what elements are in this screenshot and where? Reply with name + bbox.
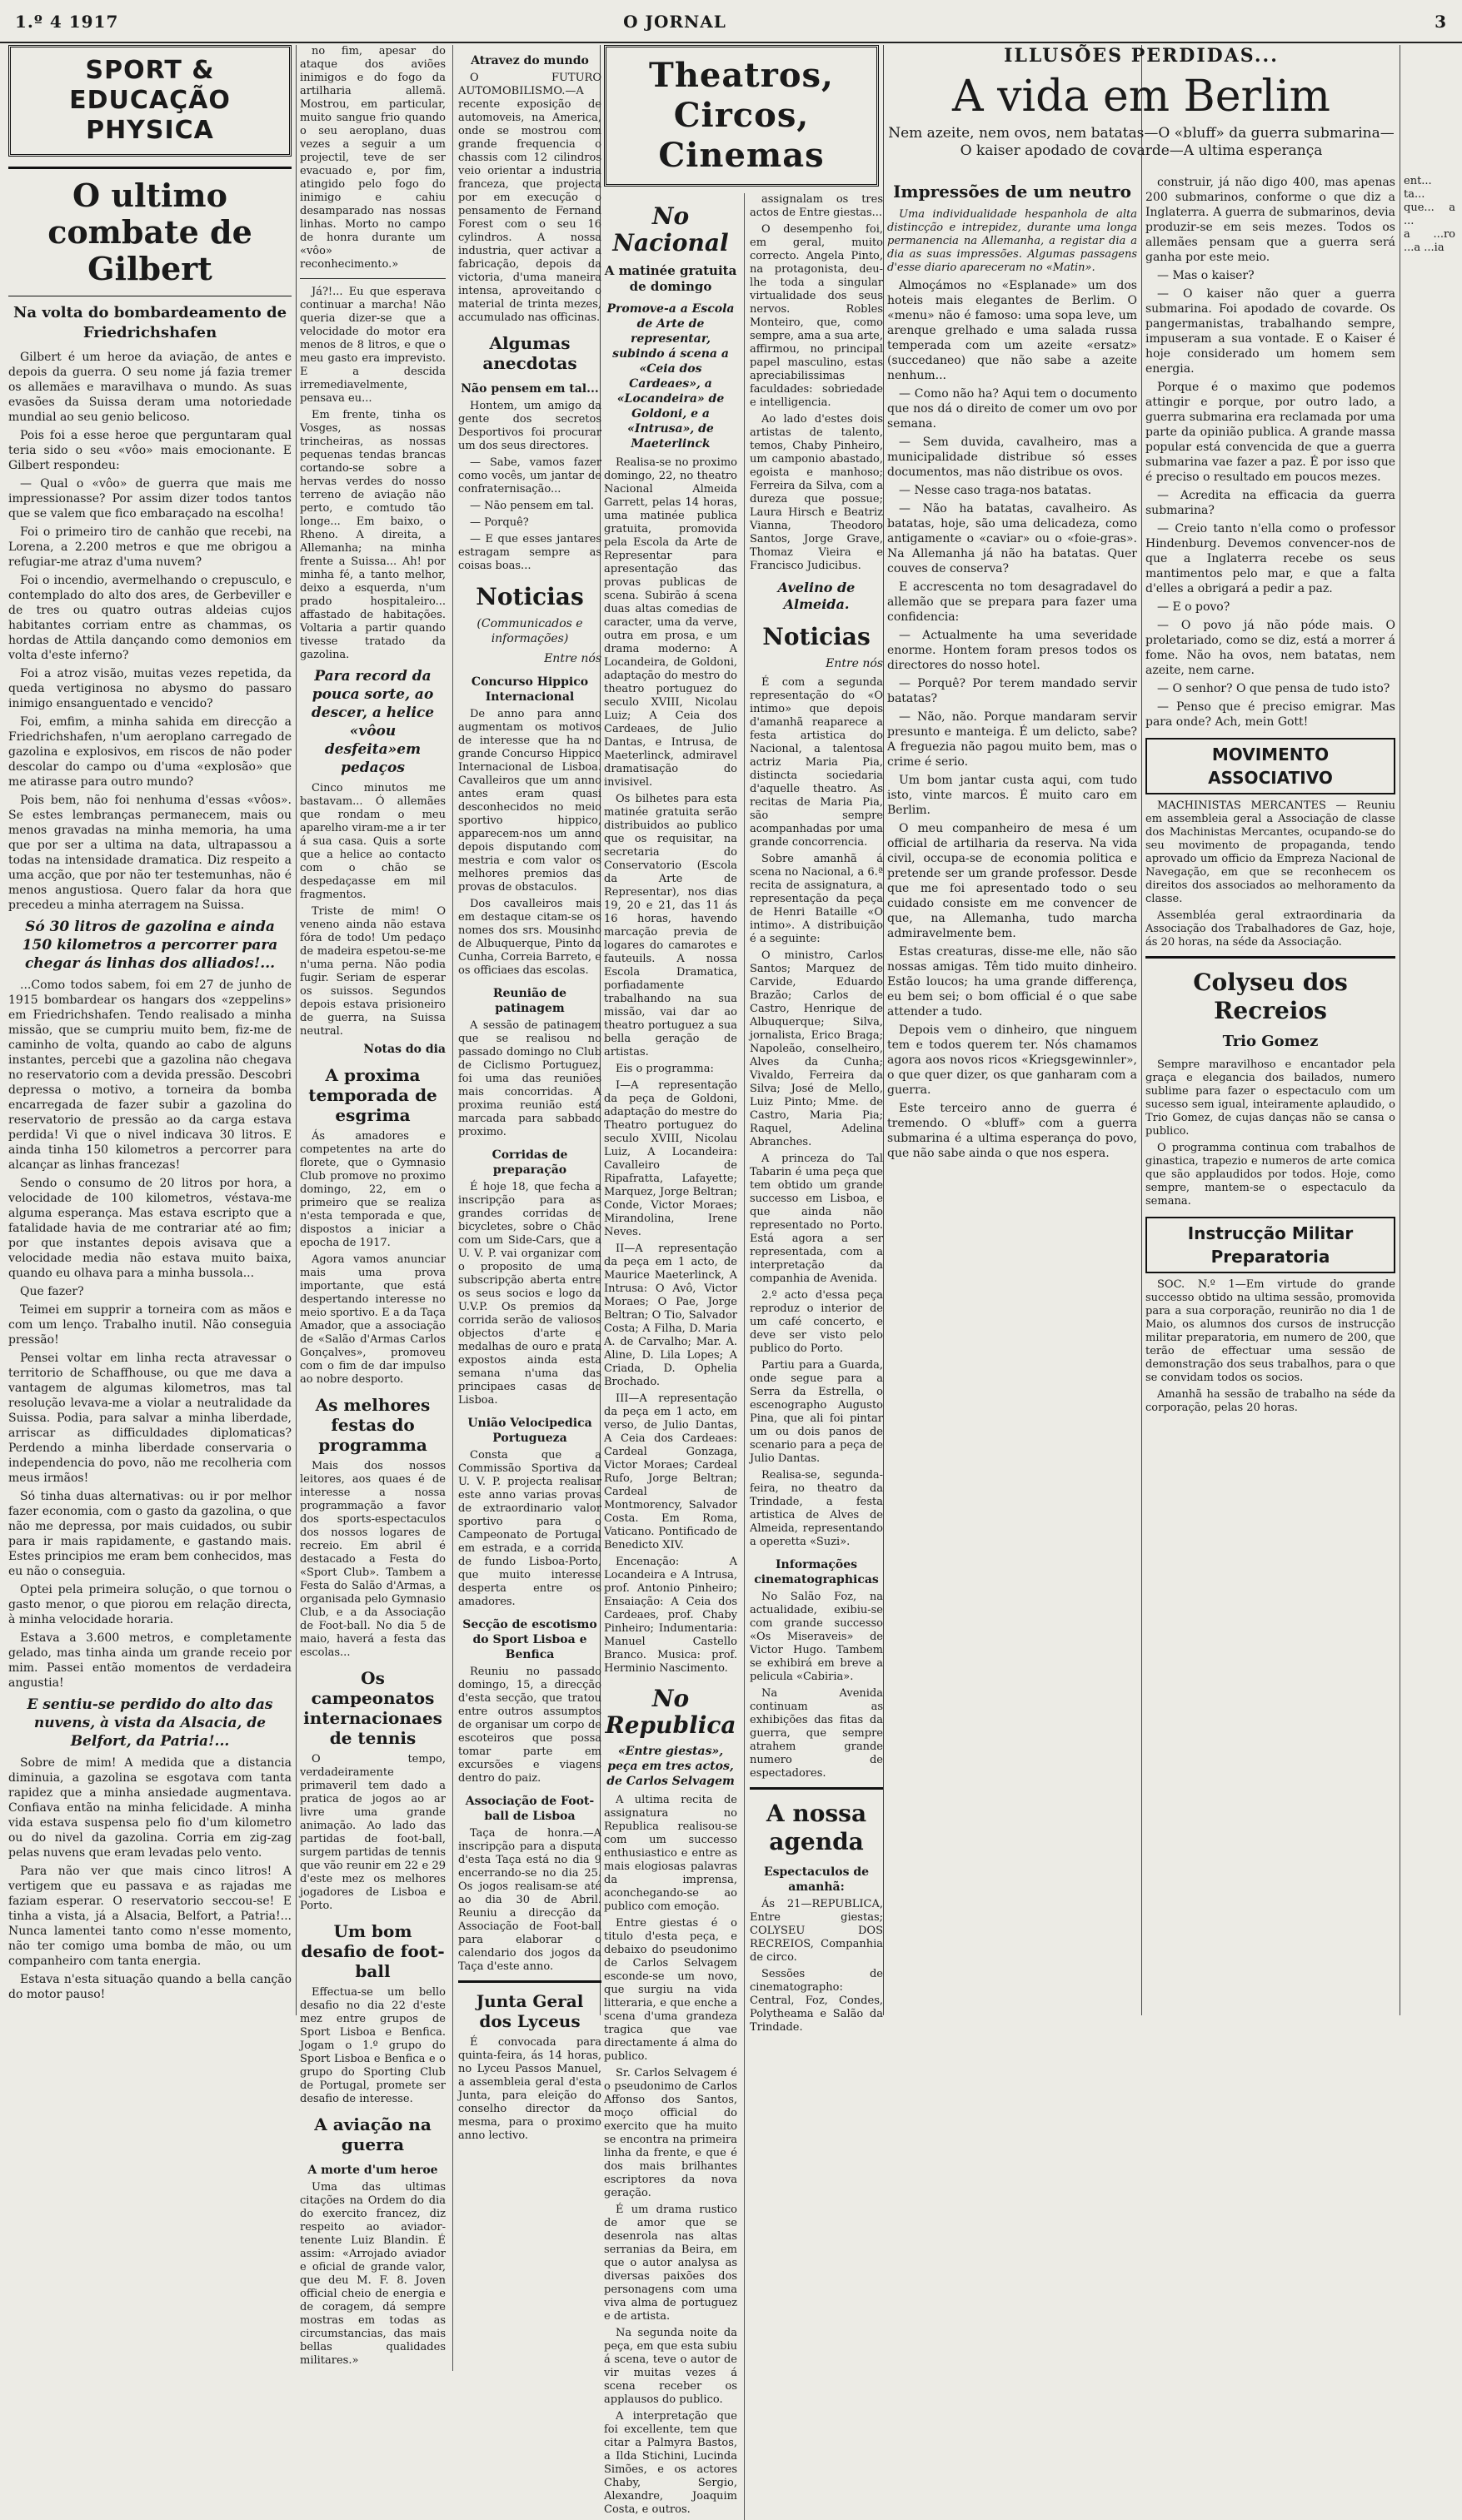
title-no-republica: No Republica — [605, 1685, 736, 1739]
section-title-colyseu: Colyseu dos Recreios — [1193, 969, 1348, 1024]
paragraph: Cinco minutos me bastavam... Ó allemães que rondam o meu aparelho viram-me a ir ter á sua casa. Quis a sorte que a helice ao contacto com o chão se despedaçasse em mil fragmentos. — [300, 782, 446, 901]
paragraph: III—A representação da peça em 1 acto, em verso, de Julio Dantas, A Ceia dos Cardeaes: Cardeal Gonzaga, Victor Moraes; Cardeal Rufo, Jorge Beltran; Cardeal de Montmorency, Salvador Costa. Em Roma, Vaticano. Pontificado de Benedicto XIV. — [604, 1392, 737, 1551]
paragraph: — Porquê? — [470, 516, 529, 529]
subhead-matinee: A matinée gratuita de domingo — [604, 263, 737, 294]
paragraph: — O senhor? O que pensa de tudo isto? — [1157, 682, 1390, 695]
section-title-patinagem: Reunião de patinagem — [492, 987, 567, 1015]
section-title-noticias: Noticias — [762, 623, 871, 650]
paragraph: No Salão Foz, na actualidade, exibiu-se com grande successo «Os Miseraveis» de Victor Hugo. Tambem se exhibirá em breve a pelicula «Cabiria». — [750, 1591, 883, 1683]
masthead — [0, 5, 1462, 43]
page-number: 3 — [1435, 12, 1447, 32]
paragraph: — Porquê? Por terem mandado servir batatas? — [887, 677, 1137, 705]
paragraph: — E que esses jantares estragam sempre as coisas boas... — [458, 533, 601, 572]
label-entre-nos: Entre nós — [544, 652, 601, 665]
paragraph: Triste de mim! O veneno ainda não estava fóra de todo! Um pedaço de madeira espetou-se-me n'uma perna. Não podia fugir. Seriam de esperar os suissos. Segundos depois estava prisioneiro de guerra, na Suissa neutral. — [300, 905, 446, 1038]
paragraph: Na segunda noite da peça, em que esta subiu á scena, teve o autor de vir muitas vezes á scena receber os applausos do publico. — [604, 2327, 737, 2406]
paragraph: SOC. N.º 1—Em virtude do grande successo obtido na ultima sessão, promovida para a sua corporação, reunirão no dia 1 de Maio, os alumnos dos cursos de instrucção militar preparatoria, em numero de 200, que terão de effectuar uma sessão de demonstração dos seus trabalhos, para o que se convidam todos os socios. — [1145, 1278, 1395, 1384]
paragraph: Sr. Carlos Selvagem é o pseudonimo de Carlos Affonso dos Santos, moço official do exercito que ha muito se encontra na primeira linha da frente, e que é dos mais brilhantes escriptores da nova geração. — [604, 2067, 737, 2199]
paragraph: — E o povo? — [1157, 600, 1230, 614]
section-banner-sport: SPORT & EDUCAÇÃO PHYSICA — [8, 45, 292, 157]
subhead-trio-gomez: Trio Gomez — [1222, 1033, 1319, 1050]
paragraph: Mais dos nossos leitores, aos quaes é de interesse a nossa programmação a favor dos sports-espectaculos dos nossos logares de recreio. Em abril é destacado a Festa do «Sport Club». Tambem a Festa do Salão d'Armas, a organisada pelo Gymnasio Club, e a da Associação de Foot-ball. No dia 5 de maio, haverá a festa das escolas... — [300, 1460, 446, 1659]
paragraph: — Não ha batatas, cavalheiro. As batatas, hoje, são uma delicadeza, como antigamente o «caviar» ou o «foie-gras». Na Allemanha já não ha batatas. Quer couves de conserva? — [887, 502, 1137, 575]
paragraph: Consta que a Commissão Sportiva da U. V. P. projecta realisar este anno varias provas de extraordinario valor sportivo para o Campeonato de Portugal em estrada, e a corrida de fundo Lisboa-Porto, que muito interesse desperta entre os amadores. — [458, 1449, 601, 1608]
paragraph: Almoçámos no «Esplanade» um dos hoteis mais elegantes de Berlim. O «menu» não é famoso: uma sopa leve, um arenque grelhado e uma salada russa temperada com um azeite «ersatz» (succedaneo) que não sabe a azeite nenhum... — [887, 279, 1137, 382]
column-berlim-body — [887, 175, 1137, 2015]
paragraph: Um bom jantar custa aqui, com tudo isto, vinte marcos. É muito caro em Berlim. — [887, 774, 1137, 817]
paragraph: A ultima recita de assignatura no Republica realisou-se com um successo enthusiastico e entre as mais elogiosas palavras da imprensa, aconchegando-se ao publico com emoção. — [604, 1794, 737, 1913]
section-title-morte: A morte d'um heroe — [307, 2164, 438, 2177]
label-comunicados: (Communicados e informações) — [477, 617, 583, 645]
paragraph: Em frente, tinha os Vosges, as nossas trincheiras, as nossas pequenas tendas brancas cortando-se sobre a hervas verdes do nosso terreno de aviação não perto, e comtudo tão longe... Em baixo, o Rheno. A direita, a Allemanha; na minha frente a Suissa... Ah! por minha fé, a tanto melhor, deixo a esquerda, n'um prado hospitaleiro... affastado de habitações. Voltaria a partir quando tivesse tratado da gazolina. — [300, 409, 446, 661]
title-no-nacional: No Nacional — [612, 202, 729, 256]
paragraph: Eis o programma: — [616, 1063, 714, 1075]
headline-berlim: A vida em Berlim — [952, 72, 1330, 122]
paragraph: MACHINISTAS MERCANTES — Reuniu em assembleia geral a Associação de classe dos Machinistas Mercantes, ocupando-se do seu movimento de propaganda, tendo aprovado um officio da Empreza Nacional de Navegação, em que se reconhecem os direitos dos associados ao melhoramento da classe. — [1145, 799, 1395, 905]
paragraph: — Sem duvida, cavalheiro, mas a municipalidade distribue só esses documentos, mas não distribue os ovos. — [887, 436, 1137, 479]
paragraph: É convocada para quinta-feira, ás 14 horas, no Lyceu Passos Manuel, a assembleia geral d'esta Junta, para eleição do conselho director da mesma, para o proximo anno lectivo. — [458, 2036, 601, 2142]
paragraph: ...Como todos sabem, foi em 27 de junho de 1915 bombardear os hangars dos «zeppelins» em Friedrichshafen. Tendo realisado a minha missão, que se cumpriu muito bem, fiz-me de caminho de volta, quando ao cabo de alguns instantes, percebi que a gazolina não chegava no reservatorio com a devida pressão. Descobri depressa o motivo, a torneira da bomba encarregada de fazer subir a gazolina do reservatorio de pressão ao da carga estava perdida! Vi que o nivel indicava 30 litros. E ainda tinha 150 kilometros a percorrer para alcançar as linhas francezas! — [8, 979, 292, 1172]
paragraph: Que fazer? — [20, 1285, 84, 1298]
section-title-agenda: A nossa agenda — [766, 1800, 867, 1855]
paragraph: Já?!... Eu que esperava continuar a marcha! Não queria dizer-se que a velocidade do motor era menos de 8 litros, e que o meu gasto era imprevisto. E a descida irremediavelmente, pensava eu... — [300, 286, 446, 405]
paragraph: — O povo já não póde mais. O proletariado, como se diz, está a morrer á fome. Não ha ovos, nem batatas, nem azeite, nem carne. — [1145, 619, 1395, 677]
column-sport — [8, 45, 292, 2015]
paragraph: Effectua-se um bello desafio no dia 22 d'este mez entre grupos de Sport Lisboa e Benfica. Jogam o 1.º grupo do Sport Lisboa e Benfica e o grupo do Sporting Club de Portugal, promete ser desafio de interesse. — [300, 1986, 446, 2105]
paragraph: Partiu para a Guarda, onde segue para a Serra da Estrella, o escenographo Augusto Pina, que ali foi pintar um ou dois panos de scenario para a peça de Julio Dantas. — [750, 1359, 883, 1465]
kicker-alsacia: E sentiu-se perdido do alto das nuvens, à vista da Alsacia, de Belfort, da Patria!... — [27, 1696, 273, 1750]
paragraph: — Como não ha? Aqui tem o documento que nos dá o direito de comer um ovo por semana. — [887, 387, 1137, 431]
paragraph: Ao lado d'estes dois artistas de talento, temos, Chaby Pinheiro, um camponio abastado, egoista e manhoso; Ferreira da Silva, com a dureza que possue; Laura Hirsch e Beatriz Vianna, Theodoro Santos, Jorge Grave, Thomaz Vieira e Francisco Judicibus. — [750, 413, 883, 572]
paragraph: Entre giestas é o titulo d'esta peça, e debaixo do pseudonimo de Carlos Selvagem esconde-se um novo, que surgiu na vida litteraria, e que enche a scena d'uma grandeza tragica que vae directamente á alma do publico. — [604, 1917, 737, 2063]
paragraph: É hoje 18, que fecha a inscripção para as grandes corridas de bicycletes, sobre o Chão com um Side-Cars, que a U. V. P. vai organizar com o proposito de uma subscripção aberta entre os seus socios e logo da U.V.P. Os premios da corrida serão de valiosos objectos d'arte e medalhas de ouro e prata expostos ainda esta semana n'uma das principaes casas de Lisboa. — [458, 1181, 601, 1407]
paragraph: Depois vem o dinheiro, que ninguem tem e todos querem ter. Nós chamamos agora aos novos ricos «Kriegsgewinnler», o que quer dizer, os que ganharam com a guerra. — [887, 1023, 1137, 1097]
kicker-gazolina: Só 30 litros de gazolina e ainda 150 kilometros a percorrer para chegar ás linhas dos alliados!... — [22, 919, 278, 972]
paragraph: É com a segunda representação do «O intimo» que depois d'amanhã reaparece a festa artistica do Nacional, a talentosa actriz Maria Pia, distincta sociedaria d'aquelle theatro. As recitas de Maria Pia, são sempre acompanhadas por uma grande concorrencia. — [750, 676, 883, 849]
paragraph: Só tinha duas alternativas: ou ir por melhor fazer economia, com o gasto da gazolina, o que não me depressa, por mais cuidados, ou subir para ir mais rapidamente, e gastando mais. Estes principios me eram bem conhecidos, mas eu não o conseguia. — [8, 1490, 292, 1578]
headline-gilbert: O ultimo combate de Gilbert — [8, 167, 292, 296]
paragraph: O tempo, verdadeiramente primaveril tem dado a pratica de jogos ao ar livre uma grande animação. Ao lado das partidas de foot-ball, surgem partidas de tennis que vão reunir em 22 e 29 d'este mez os melhores jogadores de Lisboa e Porto. — [300, 1753, 446, 1912]
paragraph: O desempenho foi, em geral, muito correcto. Angela Pinto, na protagonista, deu-lhe toda a singular virtualidade dos seus nervos. Robles Monteiro, que, como sempre, ama a sua arte, affirmou, no principal papel masculino, estas apreciabilissimas faculdades: sobriedade e intelligencia. — [750, 223, 883, 409]
section-title-instrucao: Instrucção Militar Preparatoria — [1145, 1217, 1395, 1273]
section-title-assoc: Associação de Foot-ball de Lisboa — [465, 1795, 595, 1823]
section-title-corridas: Corridas de preparação — [491, 1148, 568, 1177]
paragraph: A interpretação que foi excellente, tem que citar a Palmyra Bastos, a Ilda Stichini, Lucinda Simões, e os actores Chaby, Sergio, Alexandre, Joaquim Costa, e outros. — [604, 2410, 737, 2516]
section-title-tennis: Os campeonatos internacionaes de tennis — [303, 1668, 442, 1748]
paragraph: Encenação: A Locandeira e A Intrusa, prof. Antonio Pinheiro; Ensaiação: A Ceia dos Cardeaes, prof. Chaby Pinheiro; Indumentaria: Manuel Castello Branco. Musica: prof. Herminio Nascimento. — [604, 1556, 737, 1675]
paragraph: Estava a 3.600 metros, e completamente gelado, mas tinha ainda um grande receio por mim. Passei então momentos de verdadeira angustia! — [8, 1631, 292, 1690]
paragraph: Teimei em supprir a torneira com as mãos e com um lenço. Trabalho inutil. Não conseguia pressão! — [8, 1303, 292, 1347]
subhead-espectaculos: Espectaculos de amanhã: — [763, 1865, 870, 1894]
paragraph: De anno para anno augmentam os motivos de interesse que ha no grande Concurso Hippico Internacional de Lisboa. Cavalleiros que um anno antes eram quasi desconhecidos no meio sportivo hippico, apparecem-nos um anno depois disputando com mestria e com valor os melhores premios das provas de obstaculos. — [458, 708, 601, 894]
paragraph: Foi, emfim, a minha sahida em direcção a Friedrichshafen, n'um aeroplano carregado de gazolina e explosivos, em riscos de não poder descolar do campo ou d'uma «explosão» que me atirasse para outro mundo? — [8, 715, 292, 789]
paragraph: Sendo o consumo de 20 litros por hora, a velocidade de 100 kilometros, véstava-me alguma esperança. Mas estava escripto que a fatalidade havia de me contrariar até ao fim; por que instantes depois avisava que a velocidade media não estava muito baixa, quando eu olhava para a minha bussola... — [8, 1177, 292, 1280]
paragraph: A princeza do Tal Tabarin é uma peça que tem obtido um grande successo em Lisboa, e que ainda não representado no Porto. Está agora a ser representada, com a interpretação da companhia de Avenida. — [750, 1153, 883, 1285]
column-right — [1145, 175, 1395, 2015]
paragraph: O programma continua com trabalhos de ginastica, trapezio e numeros de arte comica que são applaudidos por todos. Hoje, como sempre, mantem-se o espectaculo da semana. — [1145, 1142, 1395, 1208]
section-banner-theatros: Theatros, Circos, Cinemas — [604, 45, 879, 187]
section-title-pensem: Não pensem em tal... — [461, 382, 599, 396]
paragraph: Foi o primeiro tiro de canhão que recebi, na Lorena, a 2.200 metros e que me obrigou a refugiar-me atraz d'uma nuvem? — [8, 525, 292, 569]
section-title-noticias: Noticias — [476, 583, 584, 610]
paragraph: A sessão de patinagem que se realisou no passado domingo no Club de Ciclismo Portuguez, foi uma das reuniões mais concorridas. A proxima reunião está marcada para sabbado proximo. — [458, 1019, 601, 1138]
paragraph: — Mas o kaiser? — [1157, 269, 1255, 282]
paragraph: Uma das ultimas citações na Ordem do dia do exercito francez, diz respeito ao aviador-tenente Luiz Blandin. É assim: «Arrojado aviador e oficial de grande valor, que deu M. F. 8. Joven official cheio de energia e de coragem, dá sempre mostras em todas as circumstancias, das mais bellas qualidades militares.» — [300, 2181, 446, 2367]
paragraph: O ministro, Carlos Santos; Marquez de Carvide, Eduardo Brazão; Carlos de Castro, Henrique de Albuquerque; Silva, jornalista, Erico Braga; Napoleão, conselheiro, Alves da Cunha; Vivaldo, Ferreira da Silva; José de Mello, Luiz Pinto; Mme. de Castro, Maria Pia; Raquel, Adelina Abranches. — [750, 949, 883, 1148]
paragraph: Estas creaturas, disse-me elle, não são nossas amigas. Têm tido muito dinheiro. Estão loucos; ha uma grande differença, eu bem sei; o bom official é o que sabe attender a tudo. — [887, 945, 1137, 1018]
deck-berlim: Nem azeite, nem ovos, nem batatas—O «bluff» da guerra submarina—O kaiser apodado de covarde—A ultima esperança — [888, 125, 1395, 159]
column-theatres — [604, 45, 883, 2516]
subhead-neutro: Impressões de um neutro — [893, 182, 1131, 202]
paragraph: É um drama rustico de amor que se desenrola nas altas serranias da Beira, em que o autor analysa as diversas paixões dos personagens com uma viva alma de portuguez e de artista. — [604, 2204, 737, 2323]
paragraph: — Actualmente ha uma severidade enorme. Hontem foram presos todos os directores do nosso hotel. — [887, 629, 1137, 672]
section-title-atravez: Atravez do mundo — [471, 54, 589, 67]
section-title-football: Um bom desafio de foot-ball — [301, 1921, 445, 1981]
column-rule — [296, 45, 297, 2015]
paragraph-fragment: ent... ta... que... a ... — [1404, 175, 1455, 227]
paragraph: II—A representação da peça em 1 acto, de Maurice Maeterlinck, A Intrusa: O Avô, Victor Moraes; O Pae, Jorge Beltran; O Tio, Salvador Costa; A Filha, D. Maria A. de Carvalho; Mar. A. Aline, D. Lila Lopes; A Criada, D. Ophelia Brochado. — [604, 1243, 737, 1388]
kicker-entre-giestas: «Entre giestas», peça em tres actos, de Carlos Selvagem — [606, 1745, 735, 1788]
paragraph: Foi o incendio, avermelhando o crepusculo, e contemplado do alto dos ares, de Gerbeviller e de tres ou quatro outras aldeias cujos habitantes corriam entre as chammas, os hordas de Attila dançando como demonios em volta d'este inferno? — [8, 574, 292, 662]
paragraph: — Sabe, vamos fazer como vocês, um jantar de confraternisação... — [458, 456, 601, 496]
masthead-date: 1.º 4 1917 — [15, 12, 119, 32]
column-cropped-edge — [1404, 175, 1455, 2015]
paragraph: — Creio tanto n'ella como o professor Hindenburg. Devemos convencer-nos de que a Inglaterra recebe os seus mantimentos pelo mar, e que a falta d'elles a obrigará a pedir a paz. — [1145, 522, 1395, 595]
paragraph: Pensei voltar em linha recta atravessar o territorio de Schaffhouse, ou que me dava a vantagem de algumas kilometros, mas tal resolução levava-me a violar a neutralidade da Suissa. Podia, para salvar a minha liberdade, arriscar as difficuldades diplomaticas? Perdendo a minha liberdade conservaria o independencia do povo, não me recolheria com meus irmãos! — [8, 1352, 292, 1485]
section-title-escotismo: Secção de escotismo do Sport Lisboa e Benfica — [462, 1618, 597, 1661]
paragraph: E accrescenta no tom desagradavel do allemão que se prepara para fazer uma confidencia: — [887, 580, 1137, 624]
section-title-anecdotas: Algumas anecdotas — [482, 333, 577, 373]
paragraph: no fim, apesar do ataque dos aviões inimigos e do fogo da artilharia allemã. Mostrou, em particular, muito sangue frio quando o seu aeroplano, duas vezes a seguir a um projectil, teve de ser evacuado e, por fim, atingido pelo fogo do inimigo e cahiu desamparado nas nossas linhas. Morto no campo de honra durante um «vôo» de reconhecimento.» — [300, 45, 446, 271]
section-title-movimento: MOVIMENTO ASSOCIATIVO — [1145, 738, 1395, 794]
paragraph: Foi a atroz visão, muitas vezes repetida, da queda vertiginosa no abysmo do passaro inimigo ensanguentado e vencido? — [8, 667, 292, 710]
kicker-escola-arte: Promove-a a Escola de Arte de representar, subindo á scena a «Ceia dos Cardeaes», a «Locandeira» de Goldoni, e a «Intrusa», de Maeterlinck — [606, 302, 735, 451]
paragraph: Amanhã ha sessão de trabalho na séde da corporação, pelas 20 horas. — [1145, 1388, 1395, 1414]
section-title-uniao: União Velocipedica Portugueza — [467, 1417, 592, 1445]
paragraph: Assembléa geral extraordinaria da Associação dos Trabalhadores de Gaz, hoje, ás 20 horas, na séde da Associação. — [1145, 909, 1395, 949]
paragraph: assignalam os tres actos de Entre giestas... — [750, 193, 883, 219]
paragraph-fragment: a ...ro ...a ...ia — [1404, 228, 1455, 254]
paragraph: Pois bem, não foi nenhuma d'essas «vôos». Se estes lembranças permanecem, mais ou menos gravadas na minha memoria, ha uma que por ser a ultima na data, ultrapassou a todas na intensidade dramatica. Diz respeito a uma acção, que por não ter testemunhas, não é menos angustiosa. Quero falar da hora que precedeu a minha aterragem na Suissa. — [8, 794, 292, 912]
section-title-junta: Junta Geral dos Lyceus — [476, 1991, 584, 2031]
paragraph: Ás 21—REPUBLICA, Entre giestas; COLYSEU DOS RECREIOS, Companhia de circo. — [750, 1898, 883, 1964]
section-banner-illusoes: ILLUSÕES PERDIDAS... — [1004, 45, 1279, 67]
column-sport-continued — [300, 45, 601, 2367]
byline-avelino: Avelino de Almeida. — [777, 580, 856, 612]
paragraph: — Não pensem em tal. — [470, 500, 594, 512]
paragraph: Para não ver que mais cinco litros! A vertigem que eu passava e as rajadas me faziam esperar. O reservatorio seccou-se! E tinha a vista, já a Alsacia, Belfort, a Patria!... Nunca lamentei tanto como n'esse momento, não ter comigo uma bomba de mão, ou um companheiro com tanta energia. — [8, 1865, 292, 1968]
paragraph: Este terceiro anno de guerra é tremendo. O «bluff» com a guerra submarina é a ultima esperança do povo, que não sabe ainda o que nos espera. — [887, 1102, 1137, 1160]
paragraph: Pois foi a esse heroe que perguntaram qual teria sido o seu «vôo» mais emocionante. E Gilbert respondeu: — [8, 429, 292, 472]
paragraph: I—A representação da peça de Goldoni, adaptação do mestre do Theatro portuguez do seculo XVIII, Nicolau Luiz, A Locandeira: Cavalleiro de Ripafratta, Lafayette; Marquez, Jorge Beltran; Conde, Victor Moraes; Mirandolina, Irene Neves. — [604, 1079, 737, 1238]
subhead-friedrichshafen: Na volta do bombardeamento de Friedrichshafen — [12, 304, 287, 341]
paragraph: — Qual o «vôo» de guerra que mais me impressionasse? Por assim dizer todos tantos que se valem que fico embaraçado na escolha! — [8, 477, 292, 520]
section-title-cine: Informações cinematographicas — [754, 1558, 879, 1586]
label-entre-nos: Entre nós — [826, 657, 883, 670]
paragraph: Taça de honra.—A inscripção para a disputa d'esta Taça está no dia 9 encerrando-se no dia 25. Os jogos realisam-se até ao dia 30 de Abril. Reuniu a direcção da Associação de Foot-ball para elaborar o calendario dos jogos da Taça d'este anno. — [458, 1827, 601, 1973]
paragraph: construir, já não digo 400, mas apenas 200 submarinos, conforme o que diz a Inglaterra. A guerra de submarinos, devia produzir-se em seis mezes. Todos os allemães pensam que a guerra será ganha por este meio. — [1145, 176, 1395, 264]
section-title-aviacao: A aviação na guerra — [314, 2114, 432, 2154]
paragraph: Realisa-se, segunda-feira, no theatro da Trindade, a festa artistica de Alves de Almeida, representando a operetta «Suzi». — [750, 1469, 883, 1548]
paragraph: Realisa-se no proximo domingo, 22, no theatro Nacional Almeida Garrett, pelas 14 horas, uma matinée publica gratuita, promovida pela Escola da Arte de Representar para apresentação das provas publicas de scena. Subirão á scena duas altas comedias de caracter, uma da verve, outra em prosa, e um drama moderno: A Locandeira, de Goldoni, adaptação do mestro do theatro portuguez do seculo XVIII, Nicolau Luiz; A Ceia dos Cardeaes, de Julio Dantas, e Intrusa, de Maeterlinck, admiravel dramatisação do invisivel. — [604, 456, 737, 789]
paragraph: Sempre maravilhoso e encantador pela graça e elegancia dos bailados, numero sublime para fazer o espectaculo com um sucesso sem igual, inteiramente aplaudido, o Trio Gomez, de cujas danças não se cansa o publico. — [1145, 1058, 1395, 1138]
paragraph: — Acredita na efficacia da guerra submarina? — [1145, 489, 1395, 517]
column-rule — [883, 45, 884, 2015]
paragraph: Estava n'esta situação quando a bella canção do motor pauso! — [8, 1973, 292, 2001]
paragraph: Ás amadores e competentes na arte do florete, que o Gymnasio Club promove no proximo domingo, 22, em o primeiro que se realiza n'esta temporada e que, dispostos a iniciar a epocha de 1917. — [300, 1130, 446, 1249]
paragraph: O meu companheiro de mesa é um official de artilharia da reserva. Na vida civil, occupa-se de economia politica e pretende ser um grande professor. Desde que me foi apresentado todo o seu cuidado consiste em me convencer de que, na Allemanha, tudo marcha admiravelmente bem. — [887, 822, 1137, 940]
paragraph: — Não, não. Porque mandaram servir presunto e manteiga. É um delicto, sabe? A freguezia não pagou muito bem, mas o crime é serio. — [887, 710, 1137, 769]
paragraph: — Nesse caso traga-nos batatas. — [899, 484, 1092, 497]
section-title-hippico: Concurso Hippico Internacional — [471, 675, 589, 704]
section-title-festas: As melhores festas do programma — [315, 1395, 431, 1455]
section-title-esgrima: A proxima temporada de esgrima — [308, 1065, 437, 1125]
paragraph: Reuniu no passado domingo, 15, a direcção d'esta secção, que tratou entre outros assumptos de organisar um corpo de escoteiros que possa tomar parte em excursões e viagens dentro do paiz. — [458, 1666, 601, 1785]
kicker-helice: Para record da pouca sorte, ao descer, a helice «vôou desfeita»em pedaços — [311, 668, 435, 776]
paragraph: Sobre de mim! A medida que a distancia diminuia, a gazolina se esgotava com tanta rapidez que a minha ansiedade augmentava. Confiava então na minha felicidade. A minha vida estava suspensa pelo fio d'um kilometro ou do nivel da gazolina. Corria em zig-zag pelas nuvens que eram levadas pelo vento. — [8, 1756, 292, 1860]
paragraph: — O kaiser não quer a guerra submarina. Foi apodado de covarde. Os pangermanistas, trabalhando sempre, impuseram a sua vontade. E o Kaiser é hoje considerado um homem sem energia. — [1145, 287, 1395, 376]
paragraph: O FUTURO AUTOMOBILISMO.—A recente exposição de automoveis, na America, onde se mostrou com grande frequencia o chassis com 12 cilindros veio orientar a industria franceza, que projecta por em execução o pensamento de Fernand Forest com o seu 16 cylindros. A nossa industria, quer activar a fabricação, depois da victoria, d'uma maneira intensa, aproveitando o material de trinta mezes, accumulado nas officinas. — [458, 72, 601, 324]
section-title-notas: Notas do dia — [363, 1043, 446, 1056]
paragraph: Dos cavalleiros mais em destaque citam-se os nomes dos srs. Mousinho de Albuquerque, Pinto da Cunha, Correia Barreto, e os officiaes das escolas. — [458, 898, 601, 977]
paragraph: 2.º acto d'essa peça reproduz o interior de um café concerto, e deve ser visto pelo publico do Porto. — [750, 1289, 883, 1355]
paragraph: Sobre amanhã á scena no Nacional, a 6.ª recita de assignatura, a representação da peça de Henri Bataille «O intimo». A distribuição é a seguinte: — [750, 853, 883, 945]
masthead-title: O JORNAL — [623, 12, 726, 32]
paragraph-intro: Uma individualidade hespanhola de alta distincção e intrepidez, durante uma longa permanencia na Allemanha, a registar dia a dia as suas impressões. Algumas passagens d'esse diario apareceram no «Matin». — [887, 208, 1137, 274]
paragraph: Sessões de cinematographo: Central, Foz, Condes, Polytheama e Salão da Trindade. — [750, 1968, 883, 2034]
paragraph: Agora vamos anunciar mais uma prova importante, que está despertando interesse no meio sportivo. E a da Taça Amador, que a associação de «Salão d'Armas Carlos Gonçalves», promoveu com o fim de dar impulso ao nobre desporto. — [300, 1253, 446, 1386]
paragraph: Os bilhetes para esta matinée gratuita serão distribuidos ao publico que os requisitar, na secretaria do Conservatorio (Escola da Arte de Representar), nos dias 19, 20 e 21, das 11 ás 16 horas, havendo marcação previa de logares do camarotes e fauteuils. A nossa Escola Dramatica, porfiadamente trabalhando na sua missão, vai dar ao theatro portuguez a sua bella geração de artistas. — [604, 793, 737, 1058]
paragraph: — Penso que é preciso emigrar. Mas para onde? Ach, mein Gott! — [1145, 700, 1395, 729]
paragraph: Gilbert é um heroe da aviação, de antes e depois da guerra. O seu nome já fazia tremer os allemães e maravilhava o mundo. As suas evasões da Suissa deram uma notoriedade mundial ao seu genio belicoso. — [8, 351, 292, 424]
paragraph: Optei pela primeira solução, o que tornou o gasto menor, o que piorou em relação directa, à minha velocidade horaria. — [8, 1583, 292, 1626]
paragraph: Porque é o maximo que podemos attingir e porque, por outro lado, a guerra submarina era reclamada por uma parte da opinião publica. A grande massa popular está convencida de que a guerra submarina vae fazer a paz. É por isso que é preciso o resultado em poucos mezes. — [1145, 381, 1395, 484]
paragraph: Hontem, um amigo da gente dos secretos Desportivos foi procurar um dos seus directores. — [458, 400, 601, 452]
paragraph: Na Avenida continuam as exhibições das fitas da guerra, que sempre atrahem grande numero de espectadores. — [750, 1687, 883, 1780]
